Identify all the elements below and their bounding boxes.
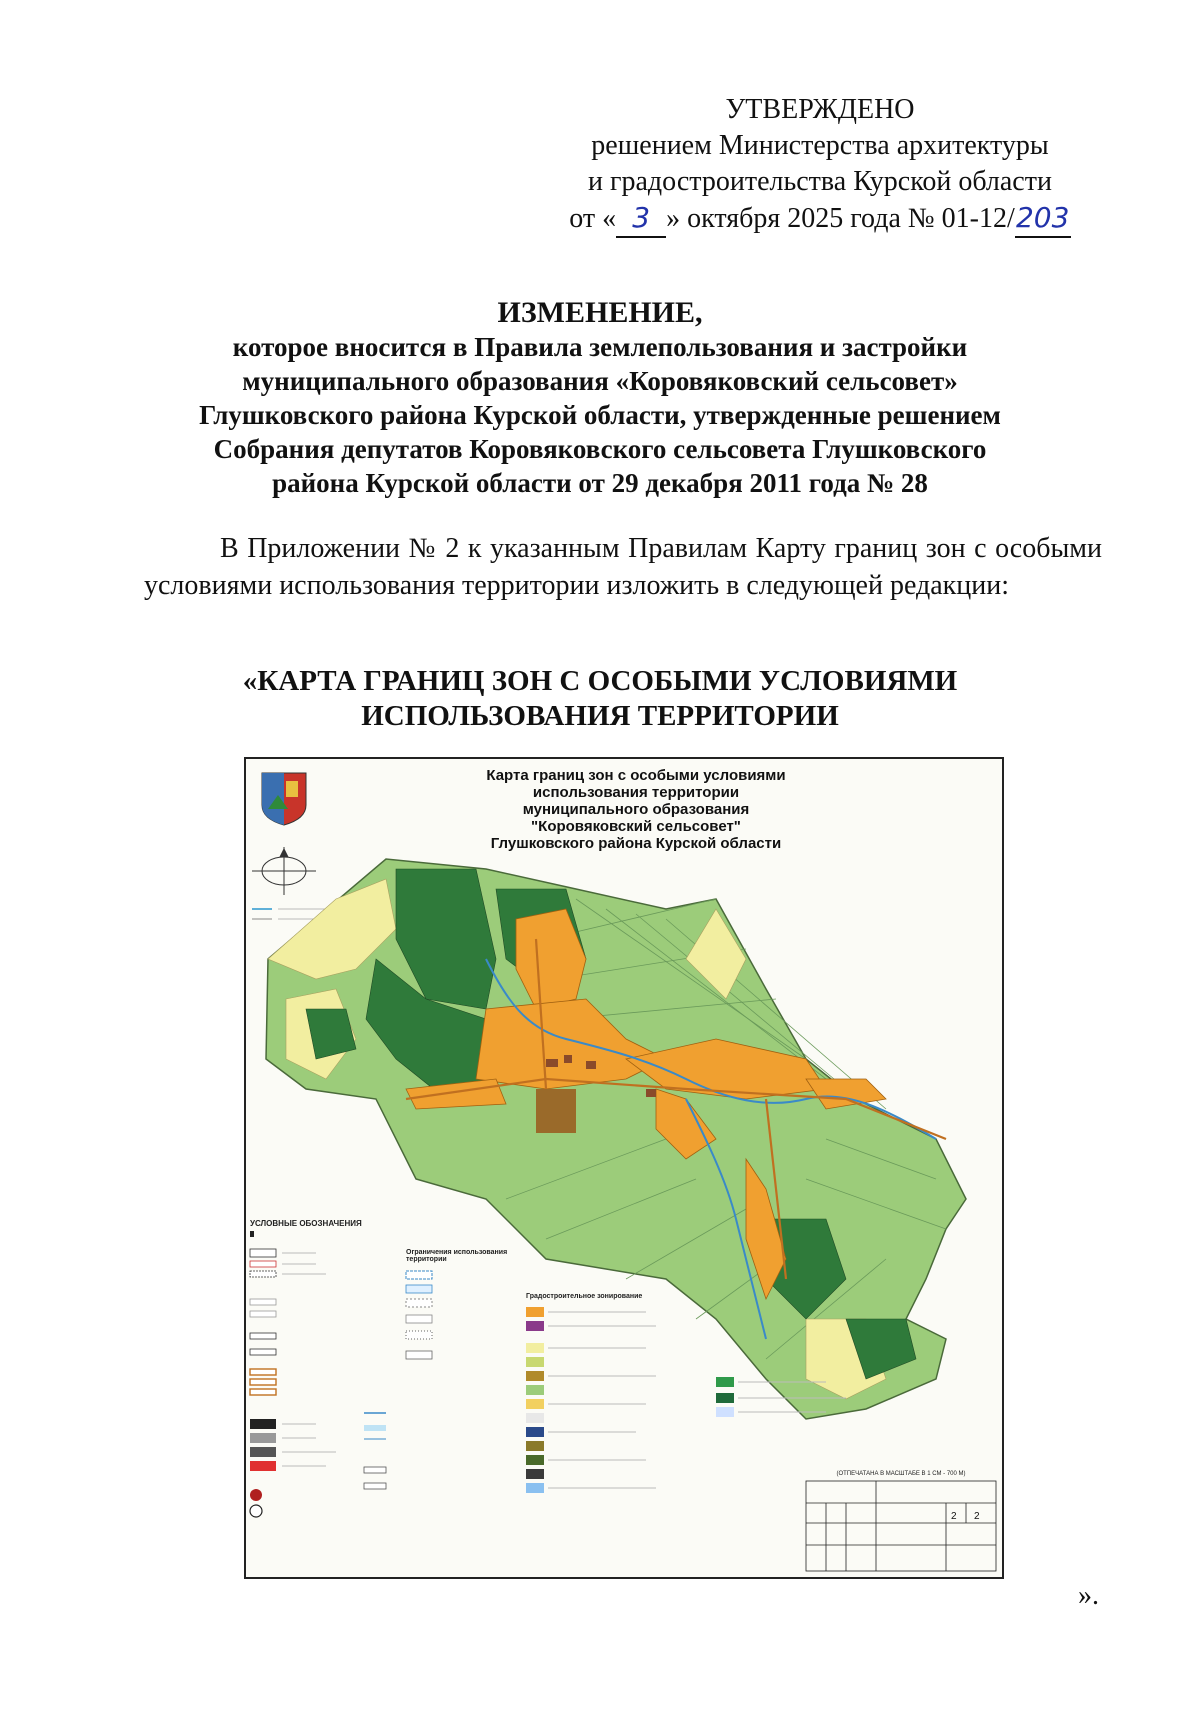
legend-zoning-title: Градостроительное зонирование [526,1293,643,1300]
legend-conventional-signs [250,1231,336,1517]
approval-line-2: решением Министерства архитектуры [591,130,1049,161]
document-title [120,296,1080,500]
title-line-4: Собрания депутатов Коровяковского сельсовета Глушковского [213,434,987,464]
map-drawing [246,759,1002,1577]
legend-title: УСЛОВНЫЕ ОБОЗНАЧЕНИЯ [250,1219,362,1228]
map-title-line-1: «КАРТА ГРАНИЦ ЗОН С ОСОБЫМИ УСЛОВИЯМИ [242,665,958,697]
legend-restrictions-title: Ограничения использования территории [406,1249,508,1263]
approval-date-prefix: от « [569,203,617,234]
compass-rose-icon [252,847,316,895]
title-line-5: района Курской области от 29 декабря 2011 года № 28 [272,468,928,498]
zoning-map-image [244,757,1004,1579]
sheet-number-a: 2 [951,1511,957,1522]
map-heading-line-2: использования территории [532,784,740,801]
approval-date-middle: » октября 2025 года № 01-12/ [666,203,1015,234]
map-heading [396,767,876,852]
closing-quote: ». [1078,1580,1099,1611]
map-heading-line-1: Карта границ зон с особыми условиями [486,767,786,784]
legend-restrictions [364,1271,432,1489]
handwritten-number: 203 [1015,200,1071,238]
handwritten-day: 3 [616,200,666,238]
map-title-line-2: ИСПОЛЬЗОВАНИЯ ТЕРРИТОРИИ [361,700,839,732]
scale-note: (ОТПЕЧАТАНА В МАСШТАБЕ В 1 СМ - 700 М) [836,1471,966,1477]
body-paragraph: В Приложении № 2 к указанным Правилам Карту границ зон с особыми условиями использования территории изложить в следующей редакции: [144,533,1102,601]
title-main: ИЗМЕНЕНИЕ, [497,296,703,329]
map-heading-line-4: "Коровяковский сельсовет" [531,818,741,835]
title-line-3: Глушковского района Курской области, утвержденные решением [199,400,1001,430]
sheet-number-b: 2 [974,1511,980,1522]
title-block-stamp [806,1481,996,1571]
approval-date-line [520,200,1120,238]
coat-of-arms-icon [262,773,306,825]
title-line-2: муниципального образования «Коровяковский сельсовет» [242,366,958,396]
approval-heading: УТВЕРЖДЕНО [725,94,915,125]
title-line-1: которое вносится в Правила землепользования и застройки [232,332,968,362]
map-heading-line-5: Глушковского района Курской области [490,835,782,852]
map-section-title [200,664,1000,734]
approval-block [520,92,1120,238]
special-zone [536,1089,576,1133]
map-heading-line-3: муниципального образования [522,801,750,818]
approval-line-3: и градостроительства Курской области [588,166,1052,197]
